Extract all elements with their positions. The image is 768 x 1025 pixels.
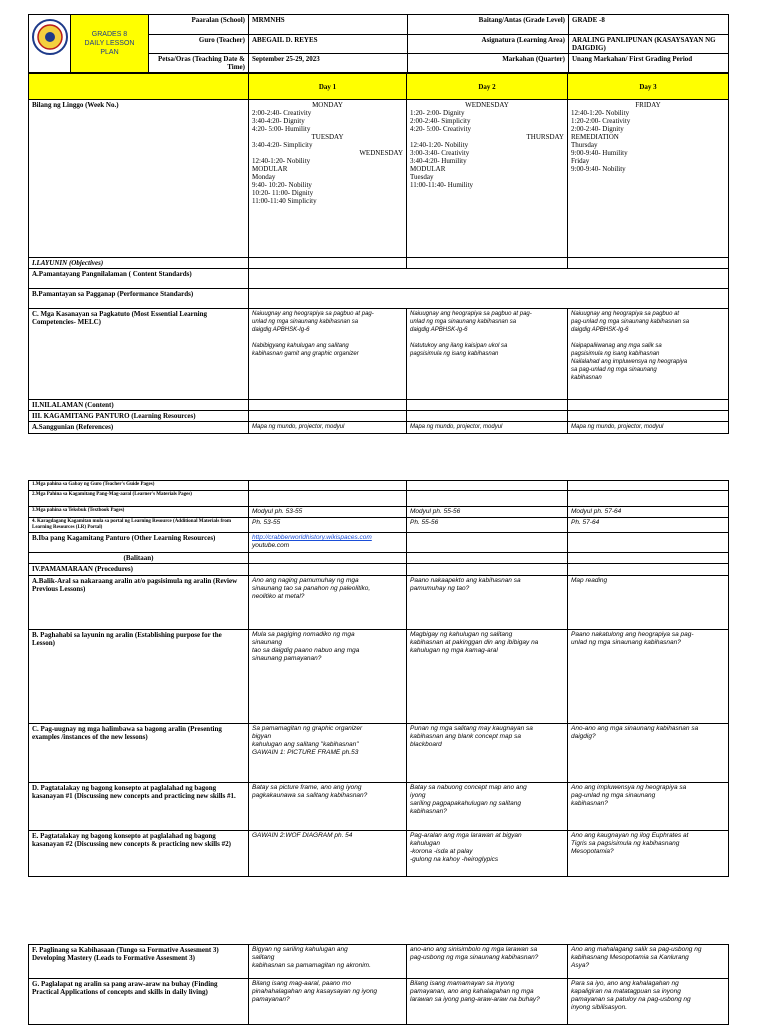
schedule-line: Thursday — [571, 141, 598, 149]
schedule-line: 12:40-1:20- Nobility — [410, 141, 469, 149]
procedure-c-day-2: Punan ng mga salitang may kaugnayan sa kabihasnan ang blank concept map sa blackboard — [407, 724, 568, 783]
day-3-header: Day 3 — [568, 74, 729, 100]
melc-label: C. Mga Kasanayan sa Pagkatuto (Most Essential Learning Competencies- MELC) — [29, 309, 249, 400]
deped-logo — [29, 15, 71, 73]
schedule-line: REMEDIATION — [571, 133, 619, 141]
schedule-line: Friday — [571, 157, 590, 165]
procedure-e-day-1: GAWAIN 2:WOF DIAGRAM ph. 54 — [249, 831, 407, 877]
schedule-day-2 — [407, 100, 568, 258]
lr-portal-label: 4. Karagdagang Kagamitan mula sa portal ng Learning Resource (Additional Materials from Learning Resources (LR) Portal) — [29, 518, 249, 533]
date-label: Petsa/Oras (Teaching Date & Time) — [149, 54, 249, 73]
schedule-line: 2:00-2:40- Dignity — [571, 125, 624, 133]
procedure-b-day-2: Magbigay ng kahulugan ng salitang kabihasnan at pakinggan din ang ibibigay na kahulugan ng mga kamag-aral — [407, 630, 568, 724]
textbook-day-2: Modyul ph. 55-56 — [407, 507, 568, 518]
procedure-f-day-1: Bigyan ng sariling kahulugan ang salitang kabihasnan sa pamamagitan ng akronim. — [249, 945, 407, 979]
schedule-line: FRIDAY — [635, 101, 661, 109]
guro-pages-label: 1.Mga pahina sa Gabay ng Guro (Teacher's Guide Pages) — [29, 481, 249, 491]
procedures-table — [28, 480, 729, 877]
schedule-line: MONDAY — [312, 101, 343, 109]
other-resources-label: B.Iba pang Kagamitang Panturo (Other Learning Resources) — [29, 533, 249, 553]
procedure-a-day-2: Paano nakaapekto ang kabihasnan sa pamumuhay ng tao? — [407, 576, 568, 630]
procedure-e-label: E. Pagtatalakay ng bagong konsepto at paglalahad ng bagong kasanayan #2 (Discussing new concepts & practicing new skills #2) — [29, 831, 249, 877]
schedule-line: 12:40-1:20- Nobility — [571, 109, 630, 117]
procedure-b-day-3: Paano nakatulong ang heograpiya sa pag- unlad ng mga sinaunang kabihasnan? — [568, 630, 729, 724]
grade-value: GRADE -8 — [569, 15, 729, 35]
lr-day-2: Ph. 55-56 — [407, 518, 568, 533]
reference-day-1: Mapa ng mundo, projector, modyul — [249, 422, 407, 434]
procedure-d-day-2: Batay sa nabuong concept map ano ang iyong sariling pagpapakahulugan ng salitang kabihasnan? — [407, 783, 568, 831]
schedule-line: 4:20- 5:00- Humility — [252, 125, 311, 133]
other-resources-day-1 — [249, 533, 407, 553]
procedure-g-day-3: Para sa iyo, ano ang kahalagahan ng kapaligiran na matatagpuan sa inyong pamayanan sa patuloy na pag-usbong ng inyong sibilisasyon. — [568, 979, 729, 1025]
date-value: September 25-29, 2023 — [249, 54, 408, 73]
schedule-line: 1:20-2:00- Creativity — [571, 117, 631, 125]
schedule-line: THURSDAY — [526, 133, 564, 141]
schedule-line: WEDNESDAY — [359, 149, 403, 157]
schedule-line: 3:00-3:40- Creativity — [410, 149, 470, 157]
mastery-table — [28, 944, 729, 1025]
grade-label: Baitang/Antas (Grade Level) — [408, 15, 569, 35]
dlp-title: GRADES 8 DAILY LESSON PLAN — [71, 15, 149, 73]
schedule-line: 9:00-9:40- Humility — [571, 149, 628, 157]
procedure-a-day-3: Map reading — [568, 576, 729, 630]
melc-day-2: Naiuugnay ang heograpiya sa pagbuo at pag- unlad ng mga sinaunang kabihasnan sa daigdig APBHSK-Ig-6 Natutukoy ang ilang kaisipan ukol sa pagsisimula ng isang kabihasnan — [407, 309, 568, 400]
procedure-d-label: D. Pagtatalakay ng bagong konsepto at paglalahad ng bagong kasanayan #1 (Discussing new concepts and practicing new skills #1. — [29, 783, 249, 831]
sanggunian-label: A.Sanggunian (References) — [29, 422, 249, 434]
teacher-value: ABEGAIL D. REYES — [249, 35, 408, 54]
melc-day-3: Naiuugnay ang heograpiya sa pagbuo at pag-unlad ng mga sinaunang kabihasnan sa daigdig APBHSK-Ig-6 Naipapaliiwanag ang mga salik sa pagsisimula ng isang kabihasnan Nailalahad ang impluwensya ng heograpiya sa pag-unlad ng mga sinaunang kabihasnan — [568, 309, 729, 400]
schedule-line: WEDNESDAY — [465, 101, 509, 109]
procedure-e-day-3: Ano ang kaugnayan ng ilog Euphrates at Tigris sa pagsisimula ng kabihasnang Mesopotamia? — [568, 831, 729, 877]
textbook-day-1: Modyul ph. 53-55 — [249, 507, 407, 518]
schedule-day-3 — [568, 100, 729, 258]
lr-day-1: Ph. 53-55 — [249, 518, 407, 533]
schedule-line: 12:40-1:20- Nobility — [252, 157, 311, 165]
schedule-line: Tuesday — [410, 173, 434, 181]
procedure-b-day-1: Mula sa pagiging nomadiko ng mga sinaunang tao sa daigdig paano nabuo ang mga sinaunang pamayanan? — [249, 630, 407, 724]
schedule-day-1 — [249, 100, 407, 258]
pamamaraan-heading: IV.PAMAMARAAN (Procedures) — [29, 564, 249, 576]
procedure-d-day-3: Ano ang impluwensya ng heograpiya sa pag-unlad ng mga sinaunang kabihasnan? — [568, 783, 729, 831]
lr-day-3: Ph. 57-64 — [568, 518, 729, 533]
procedure-b-label: B. Paghahabi sa layunin ng aralin (Establishing purpose for the Lesson) — [29, 630, 249, 724]
procedure-f-label: F. Paglinang sa Kabihasaan (Tungo sa Formative Assesment 3) Developing Mastery (Leads to Formative Assesment 3) — [29, 945, 249, 979]
teacher-label: Guro (Teacher) — [149, 35, 249, 54]
procedure-c-day-3: Ano-ano ang mga sinaunang kabihasnan sa daigdig? — [568, 724, 729, 783]
schedule-line: 11:00-11:40 Simplicity — [252, 197, 317, 205]
melc-day-1: Naiuugnay ang heograpiya sa pagbuo at pag- unlad ng mga sinaunang kabihasnan sa daigdig APBHSK-Ig-6 Nabibigyang kahulugan ang salitang kabihasnan gamit ang graphic organizer — [249, 309, 407, 400]
day-1-header: Day 1 — [249, 74, 407, 100]
area-value: ARALING PANLIPUNAN (KASAYSAYAN NG DAIGDIG) — [569, 35, 729, 54]
lm-pages-label: 2.Mga Pahina sa Kagamitang Pang-Mag-aaral (Learner's Materials Pages) — [29, 491, 249, 507]
procedure-g-label: G. Paglalapat ng aralin sa pang araw-araw na buhay (Finding Practical Applications of concepts and skills in daily living) — [29, 979, 249, 1025]
reference-day-2: Mapa ng mundo, projector, modyul — [407, 422, 568, 434]
performance-standards-label: B.Pamantayan sa Pagganap (Performance Standards) — [29, 289, 249, 309]
content-standards-label: A.Pamantayang Pangnilalaman ( Content Standards) — [29, 269, 249, 289]
nilalaman-heading: II.NILALAMAN (Content) — [29, 400, 249, 411]
procedure-c-label: C. Pag-uugnay ng mga halimbawa sa bagong aralin (Presenting examples /instances of the new lessons) — [29, 724, 249, 783]
layunin-heading: I.LAYUNIN (Objectives) — [29, 258, 249, 269]
quarter-label: Markahan (Quarter) — [408, 54, 569, 73]
schedule-line: 3:40-4:20- Humility — [410, 157, 467, 165]
procedure-g-day-1: Bilang isang mag-aaral, paano mo pinahahalagahan ang kasaysayan ng iyong pamayanan? — [249, 979, 407, 1025]
schedule-line: 11:00-11:40- Humility — [410, 181, 474, 189]
schedule-line: MODULAR — [410, 165, 446, 173]
schedule-line: 3:40-4:20- Simplicity — [252, 141, 313, 149]
objectives-table — [28, 73, 729, 434]
procedure-c-day-1: Sa pamamagitan ng graphic organizer bigyan kahulugan ang salitang "kabihasnan" GAWAIN 1: PICTURE FRAME ph.53 — [249, 724, 407, 783]
schedule-line: 2:00-2:40- Creativity — [252, 109, 312, 117]
procedure-g-day-2: Bilang isang mamamayan sa inyong pamayanan, ano ang kahalagahan ng mga larawan sa iyong pang-araw-araw na buhay? — [407, 979, 568, 1025]
procedure-d-day-1: Batay sa picture frame, ano ang iyong pagkakaunawa sa salitang kabihasnan? — [249, 783, 407, 831]
quarter-value: Unang Markahan/ First Grading Period — [569, 54, 729, 73]
kagamitan-heading: III. KAGAMITANG PANTURO (Learning Resources) — [29, 411, 249, 422]
reference-day-3: Mapa ng mundo, projector, modyul — [568, 422, 729, 434]
schedule-line: 10:20- 11:00- Dignity — [252, 189, 314, 197]
school-value: MRMNHS — [249, 15, 408, 35]
procedure-e-day-2: Pag-aralan ang mga larawan at bigyan kahulugan -korona -isda at palay -gulong na kahoy -heiroglypics — [407, 831, 568, 877]
schedule-line: MODULAR — [252, 165, 288, 173]
schedule-line: 9:00-9:40- Nobility — [571, 165, 626, 173]
area-label: Asignatura (Learning Area) — [408, 35, 569, 54]
textbook-pages-label: 3.Mga pahina sa Teksbuk (Textbook Pages) — [29, 507, 249, 518]
procedure-a-day-1: Ano ang naging pamumuhay ng mga sinaunang tao sa panahon ng paleolitiko, neolitiko at metal? — [249, 576, 407, 630]
procedure-f-day-3: Ano ang mahalagang salik sa pag-usbong ng kabihasnang Mesopotamia sa Kanlurang Asya? — [568, 945, 729, 979]
schedule-line: 9:40- 10:20- Nobility — [252, 181, 312, 189]
schedule-line: 4:20- 5:00- Creativity — [410, 125, 472, 133]
youtube-text: youtube.com — [252, 542, 290, 549]
schedule-line: TUESDAY — [311, 133, 344, 141]
textbook-day-3: Modyul ph. 57-64 — [568, 507, 729, 518]
day-2-header: Day 2 — [407, 74, 568, 100]
resource-link[interactable]: http://crabberworldhistory.wikispaces.com — [252, 534, 372, 541]
header-table — [28, 14, 729, 73]
week-label: Bilang ng Linggo (Week No.) — [29, 100, 249, 258]
procedure-a-label: A.Balik-Aral sa nakaraang aralin at/o pagsisimula ng aralin (Review Previous Lessons) — [29, 576, 249, 630]
balitaan-label: (Balitaan) — [29, 553, 249, 564]
schedule-line: 2:00-2:40- Simplicity — [410, 117, 471, 125]
school-label: Paaralan (School) — [149, 15, 249, 35]
schedule-line: 3:40-4:20- Dignity — [252, 117, 305, 125]
procedure-f-day-2: ano-ano ang sinisimbolo ng mga larawan sa pag-usbong ng mga sinaunang kabihasnan? — [407, 945, 568, 979]
schedule-line: Monday — [252, 173, 276, 181]
schedule-line: 1:20- 2:00- Dignity — [410, 109, 465, 117]
